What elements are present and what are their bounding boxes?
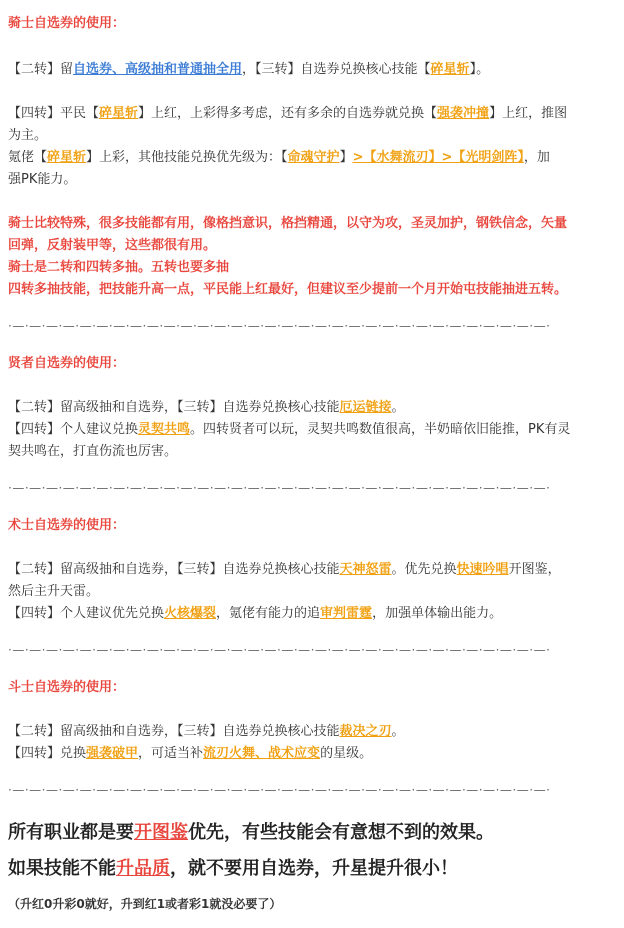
skill-link[interactable]: 灵契共鸣: [138, 422, 191, 437]
summary-line-2: [8, 856, 618, 882]
text: 。四转贤者可以玩，灵契共鸣数值很高，半奶暗依旧能推，PK有灵: [190, 422, 571, 437]
fighter-heading: 斗士自选券的使用：: [8, 680, 126, 695]
fighter-line-1: [8, 722, 618, 742]
text: ，可适当补: [138, 746, 204, 761]
skill-link[interactable]: 审判雷霆: [320, 606, 373, 621]
text: 】上彩，其他技能兑换优先级为：【: [86, 150, 288, 165]
text: 【二转】留高级抽和自选券，【三转】自选券兑换核心技能: [8, 724, 340, 739]
sage-line-2: [8, 420, 618, 440]
knight-line-1: [8, 60, 618, 80]
text: 优先，有些技能会有意想不到的效果。: [188, 822, 494, 843]
fighter-line-2: [8, 744, 618, 764]
knight-red-4: 四转多抽技能，把技能升高一点，平民能上红最好，但建议至少提前一个月开始屯技能抽进五转。: [8, 282, 568, 297]
text: 【二转】留高级抽和自选券，【三转】自选券兑换核心技能: [8, 562, 340, 577]
text: 】。: [469, 62, 490, 77]
text: 【四转】平民【: [8, 106, 100, 121]
skill-link[interactable]: 碎星斩: [47, 150, 87, 165]
text: 】上红，推图: [489, 106, 568, 121]
warlock-line-3: [8, 604, 618, 624]
skill-link[interactable]: 强袭破甲: [86, 746, 139, 761]
knight-line-4: [8, 148, 618, 168]
text: ，就不要用自选券，升星提升很小！: [170, 858, 458, 879]
text: ，【三转】自选券兑换核心技能【: [242, 62, 431, 77]
text: 。优先兑换: [391, 562, 457, 577]
text: ，加强单体输出能力。: [372, 606, 503, 621]
knight-red-1: 骑士比较特殊，很多技能都有用，像格挡意识，格挡精通，以守为攻，圣灵加护，钢铁信念，矢量: [8, 216, 568, 231]
text: 【四转】个人建议优先兑换: [8, 606, 165, 621]
skill-link[interactable]: 裁决之刃: [339, 724, 392, 739]
summary-line-1: [8, 820, 618, 846]
text: 氪佬【: [8, 150, 48, 165]
highlight: 开图鉴: [134, 822, 188, 843]
text: 如果技能不能: [8, 858, 116, 879]
section-divider: ·—·—·—·—·—·—·—·—·—·—·—·—·—·—·—·—·—·—·—·—·—·—·—·—·—·—·—·—·—·—·—·—·: [8, 643, 551, 657]
knight-red-3: 骑士是二转和四转多抽。五转也要多抽: [8, 260, 230, 275]
section-divider: ·—·—·—·—·—·—·—·—·—·—·—·—·—·—·—·—·—·—·—·—·—·—·—·—·—·—·—·—·—·—·—·—·: [8, 783, 551, 797]
knight-line-3: 为主。: [8, 128, 48, 143]
warlock-line-1: [8, 560, 618, 580]
skill-link[interactable]: 碎星斩: [430, 62, 470, 77]
highlight: 升品质: [116, 858, 170, 879]
sage-heading: 贤者自选券的使用：: [8, 356, 126, 371]
skill-link[interactable]: 厄运链接: [339, 400, 392, 415]
text: 的星级。: [320, 746, 373, 761]
text: 开图鉴，: [508, 562, 561, 577]
text: 】上红，上彩得多考虑，还有多余的自选券就兑换【: [138, 106, 438, 121]
summary-note: （升红0升彩0就好，升到红1或者彩1就没必要了）: [8, 897, 282, 911]
skill-link[interactable]: 强袭冲撞: [437, 106, 490, 121]
skill-link[interactable]: 火核爆裂: [164, 606, 217, 621]
skill-link[interactable]: 快速吟唱: [456, 562, 509, 577]
knight-line-2: [8, 104, 618, 124]
text: 【四转】个人建议兑换: [8, 422, 139, 437]
skill-link[interactable]: 自选券、高级抽和普通抽全用: [73, 62, 243, 77]
text: 】: [339, 150, 353, 165]
sage-line-3: 契共鸣在，打直伤流也厉害。: [8, 444, 178, 459]
text: ，氪佬有能力的追: [216, 606, 321, 621]
sage-line-1: [8, 398, 618, 418]
warlock-heading: 术士自选券的使用：: [8, 518, 126, 533]
skill-link[interactable]: 天神怒雷: [339, 562, 392, 577]
skill-link[interactable]: 碎星斩: [99, 106, 139, 121]
text: 。: [391, 400, 405, 415]
text: ，加: [523, 150, 550, 165]
section-divider: ·—·—·—·—·—·—·—·—·—·—·—·—·—·—·—·—·—·—·—·—·—·—·—·—·—·—·—·—·—·—·—·—·: [8, 319, 551, 333]
text: 所有职业都是要: [8, 822, 134, 843]
skill-link[interactable]: 流刃火舞、战术应变: [203, 746, 321, 761]
text: 【二转】留高级抽和自选券，【三转】自选券兑换核心技能: [8, 400, 340, 415]
warlock-line-2: 然后主升天雷。: [8, 584, 100, 599]
knight-heading: 骑士自选券的使用：: [8, 16, 126, 31]
skill-link[interactable]: >【水舞流刃】>【光明剑阵】: [352, 150, 524, 165]
text: 【二转】留: [8, 62, 74, 77]
text: 。: [391, 724, 405, 739]
skill-link[interactable]: 命魂守护: [287, 150, 340, 165]
knight-line-5: 强PK能力。: [8, 172, 77, 187]
section-divider: ·—·—·—·—·—·—·—·—·—·—·—·—·—·—·—·—·—·—·—·—·—·—·—·—·—·—·—·—·—·—·—·—·: [8, 481, 551, 495]
knight-red-2: 回弹，反射装甲等，这些都很有用。: [8, 238, 217, 253]
text: 【四转】兑换: [8, 746, 87, 761]
